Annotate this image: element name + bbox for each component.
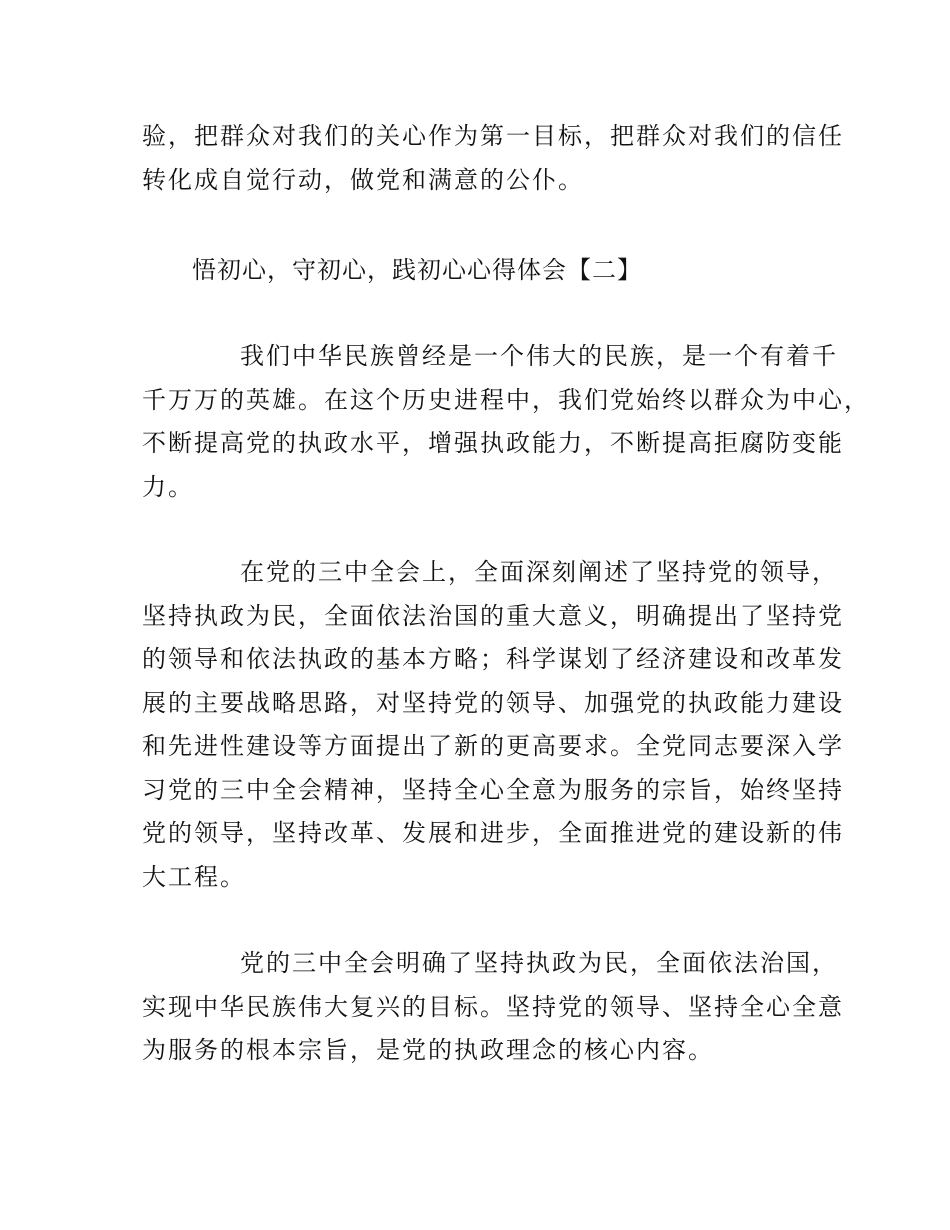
section-heading: 悟初心，守初心，践初心心得体会【二】: [192, 256, 642, 284]
paragraph-line: 转化成自觉行动，做党和满意的公仆。: [142, 165, 584, 194]
paragraph-third-plenum: [142, 551, 844, 899]
paragraph-line: 党的三中全会明确了坚持执政为民，全面依法治国，: [240, 949, 838, 977]
paragraph-continuation: [142, 115, 844, 202]
paragraph-line: 党的领导，坚持改革、发展和进步，全面推进党的建设新的伟: [142, 819, 844, 847]
paragraph-line: 大工程。: [142, 862, 246, 891]
paragraph-line: 展的主要战略思路，对坚持党的领导、加强党的执政能力建设: [142, 688, 844, 717]
paragraph-line: 力。: [142, 472, 194, 501]
paragraph-line: 和先进性建设等方面提出了新的更高要求。全党同志要深入学: [142, 732, 844, 760]
paragraph-line: 习党的三中全会精神，坚持全心全意为服务的宗旨，始终坚持: [142, 775, 844, 804]
paragraph-line: 实现中华民族伟大复兴的目标。坚持党的领导、坚持全心全意: [142, 992, 844, 1021]
paragraph-line: 坚持执政为民，全面依法治国的重大意义，明确提出了坚持党: [142, 601, 844, 630]
paragraph-line: 的领导和依法执政的基本方略；科学谋划了经济建设和改革发: [142, 645, 844, 673]
paragraph-line: 为服务的根本宗旨，是党的执政理念的核心内容。: [142, 1036, 714, 1064]
paragraph-intro: [142, 335, 870, 509]
paragraph-goals: [142, 942, 844, 1073]
paragraph-line: 在党的三中全会上，全面深刻阐述了坚持党的领导，: [240, 558, 838, 586]
paragraph-line: 我们中华民族曾经是一个伟大的民族，是一个有着千: [240, 342, 838, 370]
paragraph-line: 验，把群众对我们的关心作为第一目标，把群众对我们的信任: [142, 122, 844, 150]
paragraph-line: 不断提高党的执政水平，增强执政能力，不断提高拒腐防变能: [142, 429, 844, 457]
paragraph-line: 千万万的英雄。在这个历史进程中，我们党始终以群众为中心，: [142, 385, 870, 414]
